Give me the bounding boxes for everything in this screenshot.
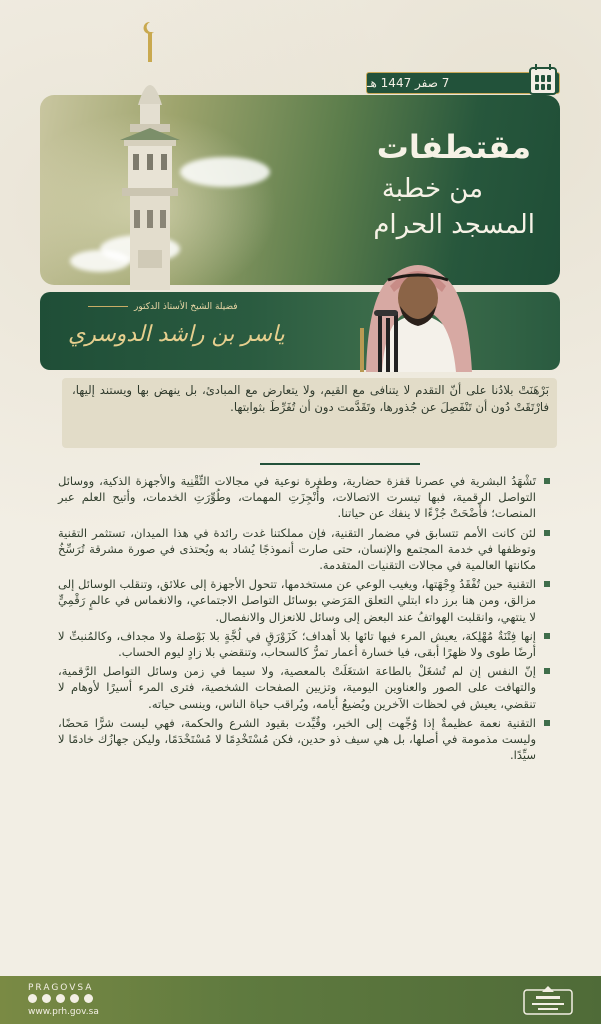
footer-url[interactable]: www.prh.gov.sa xyxy=(28,1007,99,1017)
list-item: لئن كانت الأمم تتسابق في مضمار التقنية، فإن مملكتنا غدت رائدة في هذا الميدان، تستثمر التقنية وتوظفها في خدمة المجتمع والإنسان، حتى صارت أنموذجًا يُشاد به ويُحتذى في صورة مشرقة تُرَسِّخُ مكانتها العالمية في مجالات التقنيات المتقدمة. xyxy=(58,525,550,574)
x-icon[interactable] xyxy=(42,994,51,1003)
presidency-logo-icon xyxy=(520,982,576,1018)
date-bar xyxy=(366,72,560,94)
list-item: التقنية نعمة عظيمةٌ إذا وُجِّهت إلى الخير، وقُيِّدت بقيود الشرع والحكمة، فهي ليست شرًّا مَحضًا، وليست مذمومة في أصلها، بل هي سيف ذو حدين، فكن مُسْتَخْدِمًا لا مُسْتَخْدَمًا، وليكن جهازُك خادمًا لا سيِّدًا. xyxy=(58,715,550,764)
excerpt-list xyxy=(58,473,550,766)
list-item: إنّ النفس إن لم تُشغَلْ بالطاعة اشتغَلَتْ بالمعصية، ولا سيما في زمن وسائل التواصل الرَّقمية، والتهافت على الصور والعناوين اليومية، وتزيين الصفحات الشخصية، فترى المرء أسيرًا لأوهام لا تنقضي، يعيش في لحظات الآخرين ويُضيعُ أيامه، ويُراقب حياة الناس، وينسى حياته. xyxy=(58,663,550,712)
calendar-icon xyxy=(529,67,557,95)
banner-subtitle-1: من خطبة xyxy=(381,174,483,204)
speaker-portrait xyxy=(338,240,498,372)
social-icons xyxy=(28,994,93,1003)
minaret-illustration xyxy=(100,20,200,290)
banner-subtitle-2: المسجد الحرام xyxy=(373,210,535,240)
list-item: تَشْهَدُ البشرية في عصرنا قفزة حضارية، وطفرة نوعية في مجالات التِّقْنِية والأجهزة الذكية، ووسائل التواصل الرقمية، فبها تيسرت الاتصالات، وأُنْجِزَتِ المهمات، وطُوِّرَتِ الخدمات، وأتيح العلم عبر المنصات؛ فأَضْحَتْ جُزْءًا لا ينفك عن حياتنا. xyxy=(58,473,550,522)
snapchat-icon[interactable] xyxy=(28,994,37,1003)
banner-title: مقتطفات xyxy=(376,128,531,166)
speaker-caption: فضيلة الشيخ الأستاذ الدكتور xyxy=(88,302,238,312)
intro-quote: بَرْهَنَتْ بلادُنا على أنّ التقدم لا يتنافى مع القيم، ولا يتعارض مع المبادئ، بل ينهض بها ويستند إليها، فارْتَقَتْ دُون أن تَنْفَصِلَ عن جُذورها، وتَقَدَّمت دون أن تُفَرِّطَ بثوابتها. xyxy=(62,378,557,448)
youtube-icon[interactable] xyxy=(84,994,93,1003)
instagram-icon[interactable] xyxy=(56,994,65,1003)
date-text: 7 صفر 1447 هـ xyxy=(367,76,450,90)
list-item: التقنية حين تُفْقَدُ وِجْهَتها، ويغيب الوعي عن مستخدمها، تتحول الأجهزة إلى علائق، وتنقلب الوسائل إلى مزالق، ومن هنا برز داء ابتلي التعلق المَرَضي بوسائل التواصل الاجتماعي، والانغماس في عالمٍ رَقْمِيٍّ لا ينتهي، وانقلبت الهواتفُ عند البعض إلى وسائل للانعزال والانفصال. xyxy=(58,576,550,625)
speaker-name: ياسر بن راشد الدوسري xyxy=(68,322,285,347)
footer-brand: PRAGOVSA xyxy=(28,983,94,993)
tiktok-icon[interactable] xyxy=(70,994,79,1003)
section-divider xyxy=(260,463,420,465)
list-item: إنها فِتْنَةٌ مُهْلِكة، يعيش المرء فيها تائها بلا أهداف؛ كَزَوْرَقٍ في لُجَّةٍ بلا بَوْصلة ولا مجداف، وكالمُنبتِّ لا أرضًا طوى ولا ظهرًا أبقى، فيا خسارة أعمار تمرُّ كالسحاب، وتنقضي بلا زادٍ ليوم الحساب. xyxy=(58,628,550,660)
